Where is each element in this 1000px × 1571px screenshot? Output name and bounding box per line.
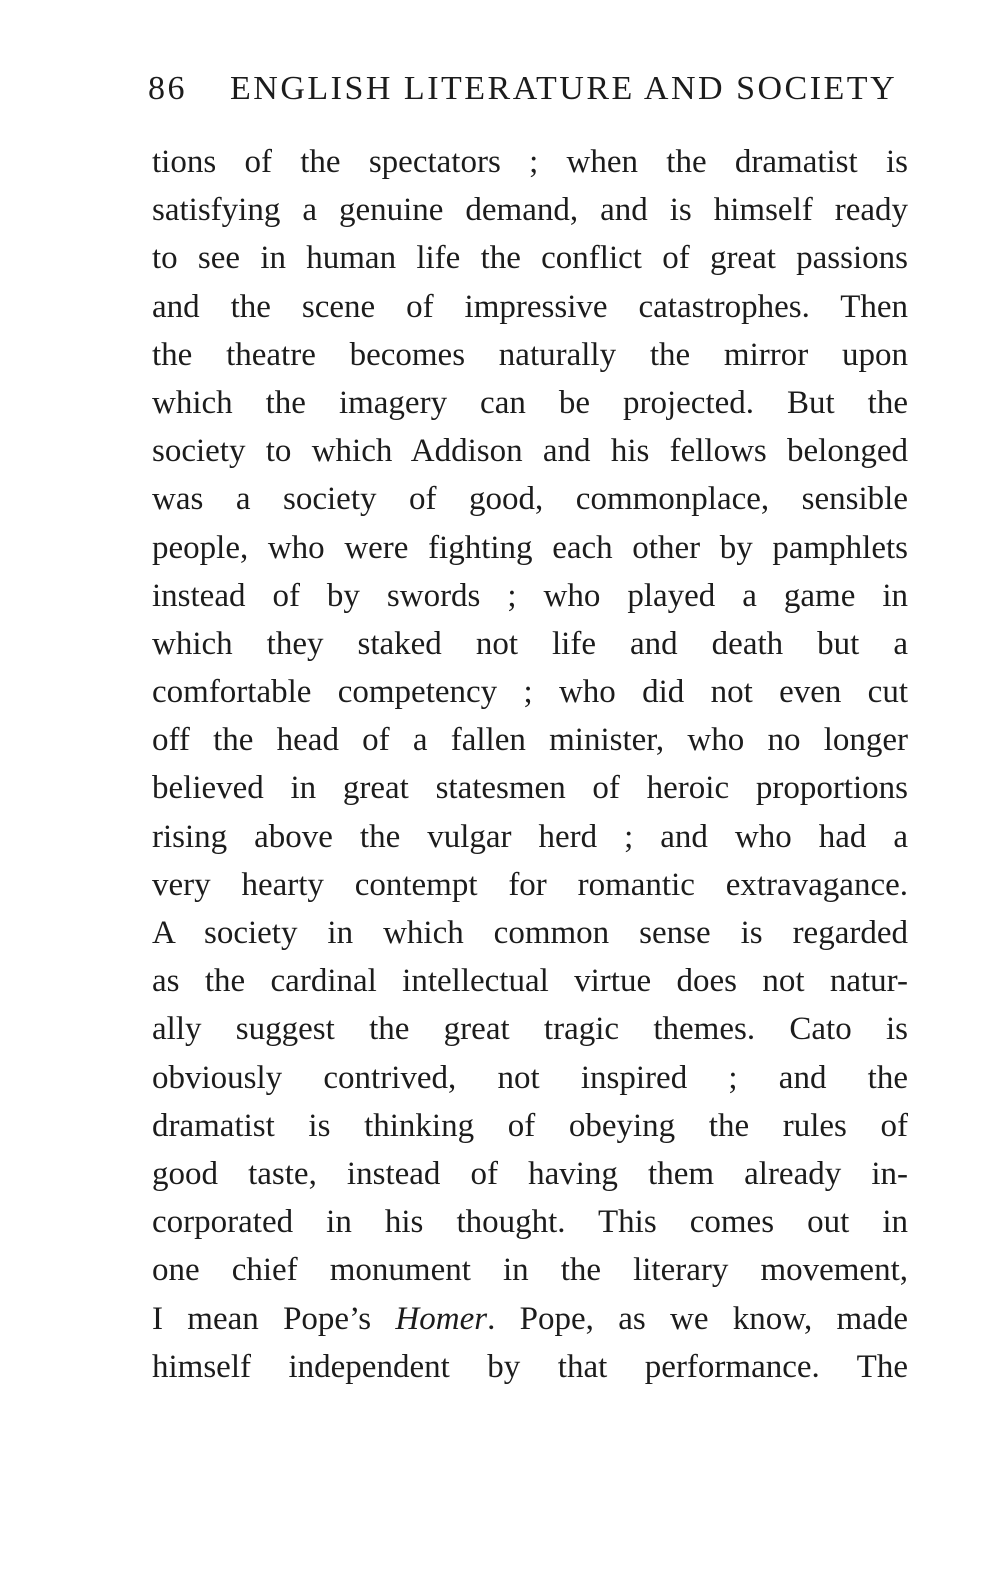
italic-work-title: Homer <box>395 1300 488 1337</box>
text-line: comfortable competency ; who did not even cut <box>152 674 908 711</box>
text-line: obviously contrived, not inspired ; and the <box>152 1059 908 1096</box>
text-line: A society in which common sense is regarded <box>152 915 908 951</box>
text-line: off the head of a fallen minister, who no longer <box>152 722 908 759</box>
text-line: and the scene of impressive catastrophes. Then <box>152 288 908 325</box>
text-line: which the imagery can be projected. But the <box>152 384 908 421</box>
text-segment: I mean Pope’s <box>152 1300 396 1337</box>
text-line: rising above the vulgar herd ; and who had a <box>152 818 908 855</box>
text-line: was a society of good, commonplace, sensible <box>152 481 908 518</box>
text-line: very hearty contempt for romantic extravagance. <box>152 866 908 903</box>
text-line-with-italic-title <box>152 1295 908 1343</box>
text-line: instead of by swords ; who played a game in <box>152 577 908 614</box>
running-head <box>148 70 908 120</box>
text-line: tions of the spectators ; when the dramatist is <box>152 144 908 180</box>
text-line: corporated in his thought. This comes out in <box>152 1204 908 1241</box>
text-line: good taste, instead of having them already in- <box>152 1155 908 1192</box>
body-text <box>152 138 908 1391</box>
text-line: which they staked not life and death but a <box>152 625 908 662</box>
text-line: society to which Addison and his fellows belonged <box>152 433 908 470</box>
page-number: 86 <box>148 70 187 107</box>
text-line: one chief monument in the literary movement, <box>152 1252 908 1289</box>
text-line: satisfying a genuine demand, and is himself ready <box>152 192 908 229</box>
text-line: ally suggest the great tragic themes. Cato is <box>152 1011 908 1048</box>
text-line: as the cardinal intellectual virtue does not natur- <box>152 963 908 1000</box>
text-line: to see in human life the conflict of great passions <box>152 240 908 277</box>
text-segment: . Pope, as we know, made <box>487 1300 908 1337</box>
running-title: ENGLISH LITERATURE AND SOCIETY <box>230 70 898 107</box>
text-line: himself independent by that performance. The <box>152 1348 908 1385</box>
text-line: believed in great statesmen of heroic proportions <box>152 770 908 807</box>
text-line: the theatre becomes naturally the mirror upon <box>152 336 908 373</box>
text-line: people, who were fighting each other by pamphlets <box>152 529 908 566</box>
text-line: dramatist is thinking of obeying the rules of <box>152 1107 908 1144</box>
